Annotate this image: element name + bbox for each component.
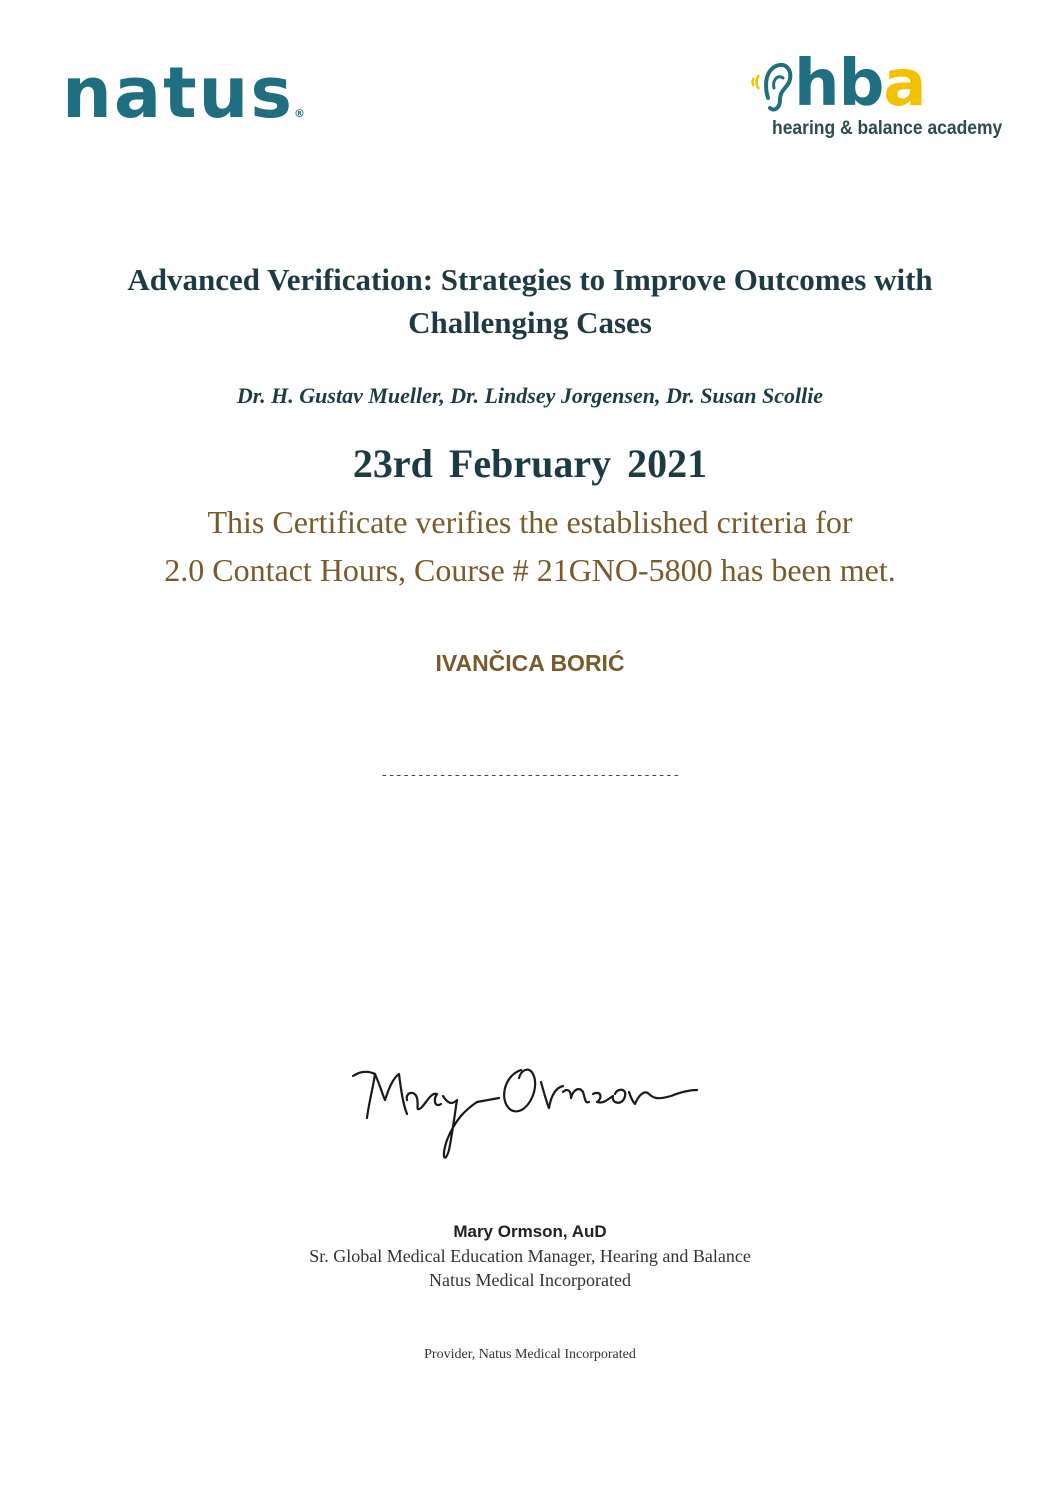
hba-letter-b: b (838, 47, 884, 121)
course-title-line-1: Advanced Verification: Strategies to Improve Outcomes with (127, 262, 933, 297)
verification-line-2: 2.0 Contact Hours, Course # 21GNO-5800 has been met. (164, 552, 896, 588)
natus-logo-text: natus (62, 52, 295, 134)
course-title (60, 258, 1000, 344)
handwritten-signature (345, 1040, 705, 1170)
recipient-name: IVANČICA BORIĆ (435, 650, 625, 676)
course-title-line-2: Challenging Cases (408, 305, 652, 340)
verification-statement (60, 498, 1000, 594)
hba-logo (742, 47, 1002, 147)
signer-name: Mary Ormson, AuD (453, 1222, 607, 1241)
signer-role: Sr. Global Medical Education Manager, Hearing and Balance (309, 1246, 751, 1266)
course-authors: Dr. H. Gustav Mueller, Dr. Lindsey Jorgensen, Dr. Susan Scollie (236, 383, 824, 408)
provider-note: Provider, Natus Medical Incorporated (424, 1347, 636, 1362)
hba-letter-a: a (883, 47, 926, 121)
ear-icon (750, 58, 794, 116)
hba-wordmark (794, 47, 926, 121)
hba-tagline: hearing & balance academy (771, 118, 1002, 139)
course-date: 23rd February 2021 (352, 441, 708, 486)
natus-logo (62, 52, 306, 134)
signer-organization: Natus Medical Incorporated (429, 1270, 631, 1290)
verification-line-1: This Certificate verifies the established criteria for (207, 504, 853, 540)
registered-mark: ® (294, 107, 306, 120)
signature-line: ----------------------------------------- (380, 768, 680, 783)
hba-letter-h: h (794, 47, 839, 121)
